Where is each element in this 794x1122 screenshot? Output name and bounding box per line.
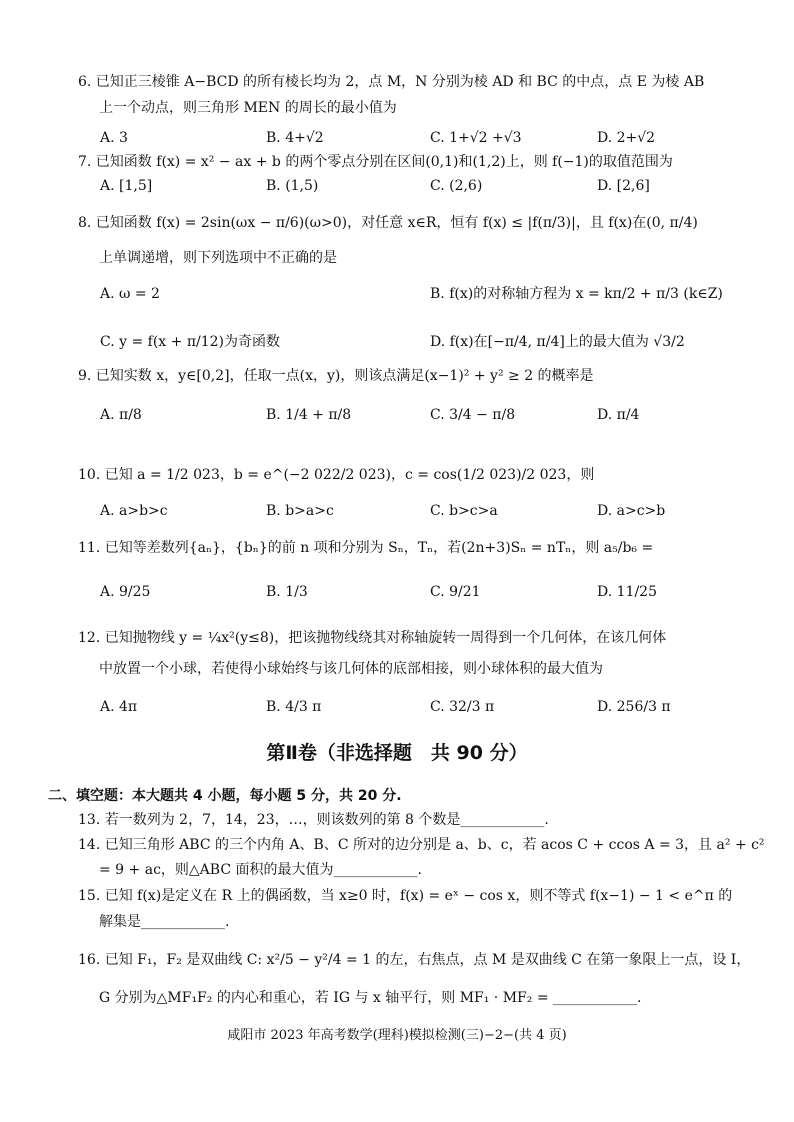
q6-line2: 上一个动点，则三角形 MEN 的周长的最小值为 xyxy=(99,100,397,116)
q6-option-a: A. 3 xyxy=(100,130,128,146)
q11-option-c: C. 9/21 xyxy=(430,584,481,600)
q15-line2: 解集是____________. xyxy=(99,914,230,930)
q9-option-a: A. π/8 xyxy=(100,407,142,423)
q11-option-b: B. 1/3 xyxy=(266,584,308,600)
q7-option-c: C. (2,6) xyxy=(430,178,483,194)
q12-line1: 12. 已知抛物线 y = ¼x²(y≤8)，把该抛物线绕其对称轴旋转一周得到一个几何体，在该几何体 xyxy=(78,630,667,646)
q8-option-c: C. y = f(x + π/12)为奇函数 xyxy=(100,334,281,350)
q10-option-d: D. a>c>b xyxy=(597,503,666,519)
q8-option-d: D. f(x)在[−π/4, π/4]上的最大值为 √3/2 xyxy=(430,334,685,350)
q9-option-d: D. π/4 xyxy=(597,407,640,423)
q9-option-b: B. 1/4 + π/8 xyxy=(266,407,352,423)
q9-option-c: C. 3/4 − π/8 xyxy=(430,407,516,423)
section2-heading: 二、填空题：本大题共 4 小题，每小题 5 分，共 20 分. xyxy=(48,788,402,804)
q11-option-d: D. 11/25 xyxy=(597,584,657,600)
q15-line1: 15. 已知 f(x)是定义在 R 上的偶函数，当 x≥0 时，f(x) = eˣ − cos x，则不等式 f(x−1) − 1 < e^π 的 xyxy=(78,888,733,904)
q11-line1: 11. 已知等差数列{aₙ}，{bₙ}的前 n 项和分别为 Sₙ，Tₙ，若(2n+3)Sₙ = nTₙ，则 a₅/b₆ = xyxy=(78,540,654,556)
q12-option-d: D. 256/3 π xyxy=(597,699,671,715)
q13-line: 13. 若一数列为 2，7，14，23，…，则该数列的第 8 个数是____________. xyxy=(78,812,549,828)
q11-option-a: A. 9/25 xyxy=(100,584,151,600)
q7-option-b: B. (1,5) xyxy=(266,178,319,194)
q9-line1: 9. 已知实数 x，y∈[0,2]，任取一点(x，y)，则该点满足(x−1)² + y² ≥ 2 的概率是 xyxy=(78,368,594,384)
q12-line2: 中放置一个小球，若使得小球始终与该几何体的底部相接，则小球体积的最大值为 xyxy=(99,661,603,677)
q6-line1: 6. 已知正三棱锥 A−BCD 的所有棱长均为 2，点 M，N 分别为棱 AD 和 BC 的中点，点 E 为棱 AB xyxy=(78,74,705,90)
q12-option-b: B. 4/3 π xyxy=(266,699,322,715)
q16-line2: G 分别为△MF₁F₂ 的内心和重心，若 IG 与 x 轴平行，则 MF₁ · MF₂ = ____________. xyxy=(99,990,642,1006)
q8-option-a: A. ω = 2 xyxy=(100,286,160,302)
page-footer: 咸阳市 2023 年高考数学(理科)模拟检测(三)−2−(共 4 页) xyxy=(227,1028,567,1043)
q14-line2: = 9 + ac，则△ABC 面积的最大值为____________. xyxy=(99,862,422,878)
q10-option-c: C. b>c>a xyxy=(430,503,498,519)
q10-option-a: A. a>b>c xyxy=(100,503,168,519)
q14-line1: 14. 已知三角形 ABC 的三个内角 A、B、C 所对的边分别是 a、b、c，若 acos C + ccos A = 3，且 a² + c² xyxy=(78,837,765,853)
part2-title: 第Ⅱ卷（非选择题 共 90 分） xyxy=(266,742,528,764)
q16-line1: 16. 已知 F₁，F₂ 是双曲线 C: x²/5 − y²/4 = 1 的左，右焦点，点 M 是双曲线 C 在第一象限上一点，设 I， xyxy=(78,952,751,968)
q12-option-a: A. 4π xyxy=(100,699,138,715)
q8-line2: 上单调递增，则下列选项中不正确的是 xyxy=(99,250,337,266)
q7-option-d: D. [2,6] xyxy=(597,178,650,194)
q7-line1: 7. 已知函数 f(x) = x² − ax + b 的两个零点分别在区间(0,1)和(1,2)上，则 f(−1)的取值范围为 xyxy=(78,154,673,170)
q12-option-c: C. 32/3 π xyxy=(430,699,495,715)
q10-line1: 10. 已知 a = 1/2 023，b = e^(−2 022/2 023)，c = cos(1/2 023)/2 023，则 xyxy=(78,467,595,483)
q8-option-b: B. f(x)的对称轴方程为 x = kπ/2 + π/3 (k∈Z) xyxy=(430,286,723,302)
q10-option-b: B. b>a>c xyxy=(266,503,334,519)
q7-option-a: A. [1,5] xyxy=(100,178,153,194)
q6-option-b: B. 4+√2 xyxy=(266,130,324,146)
q6-option-d: D. 2+√2 xyxy=(597,130,656,146)
q8-line1: 8. 已知函数 f(x) = 2sin(ωx − π/6)(ω>0)，对任意 x∈R，恒有 f(x) ≤ |f(π/3)|，且 f(x)在(0, π/4) xyxy=(78,215,698,231)
q6-option-c: C. 1+√2 +√3 xyxy=(430,130,522,146)
